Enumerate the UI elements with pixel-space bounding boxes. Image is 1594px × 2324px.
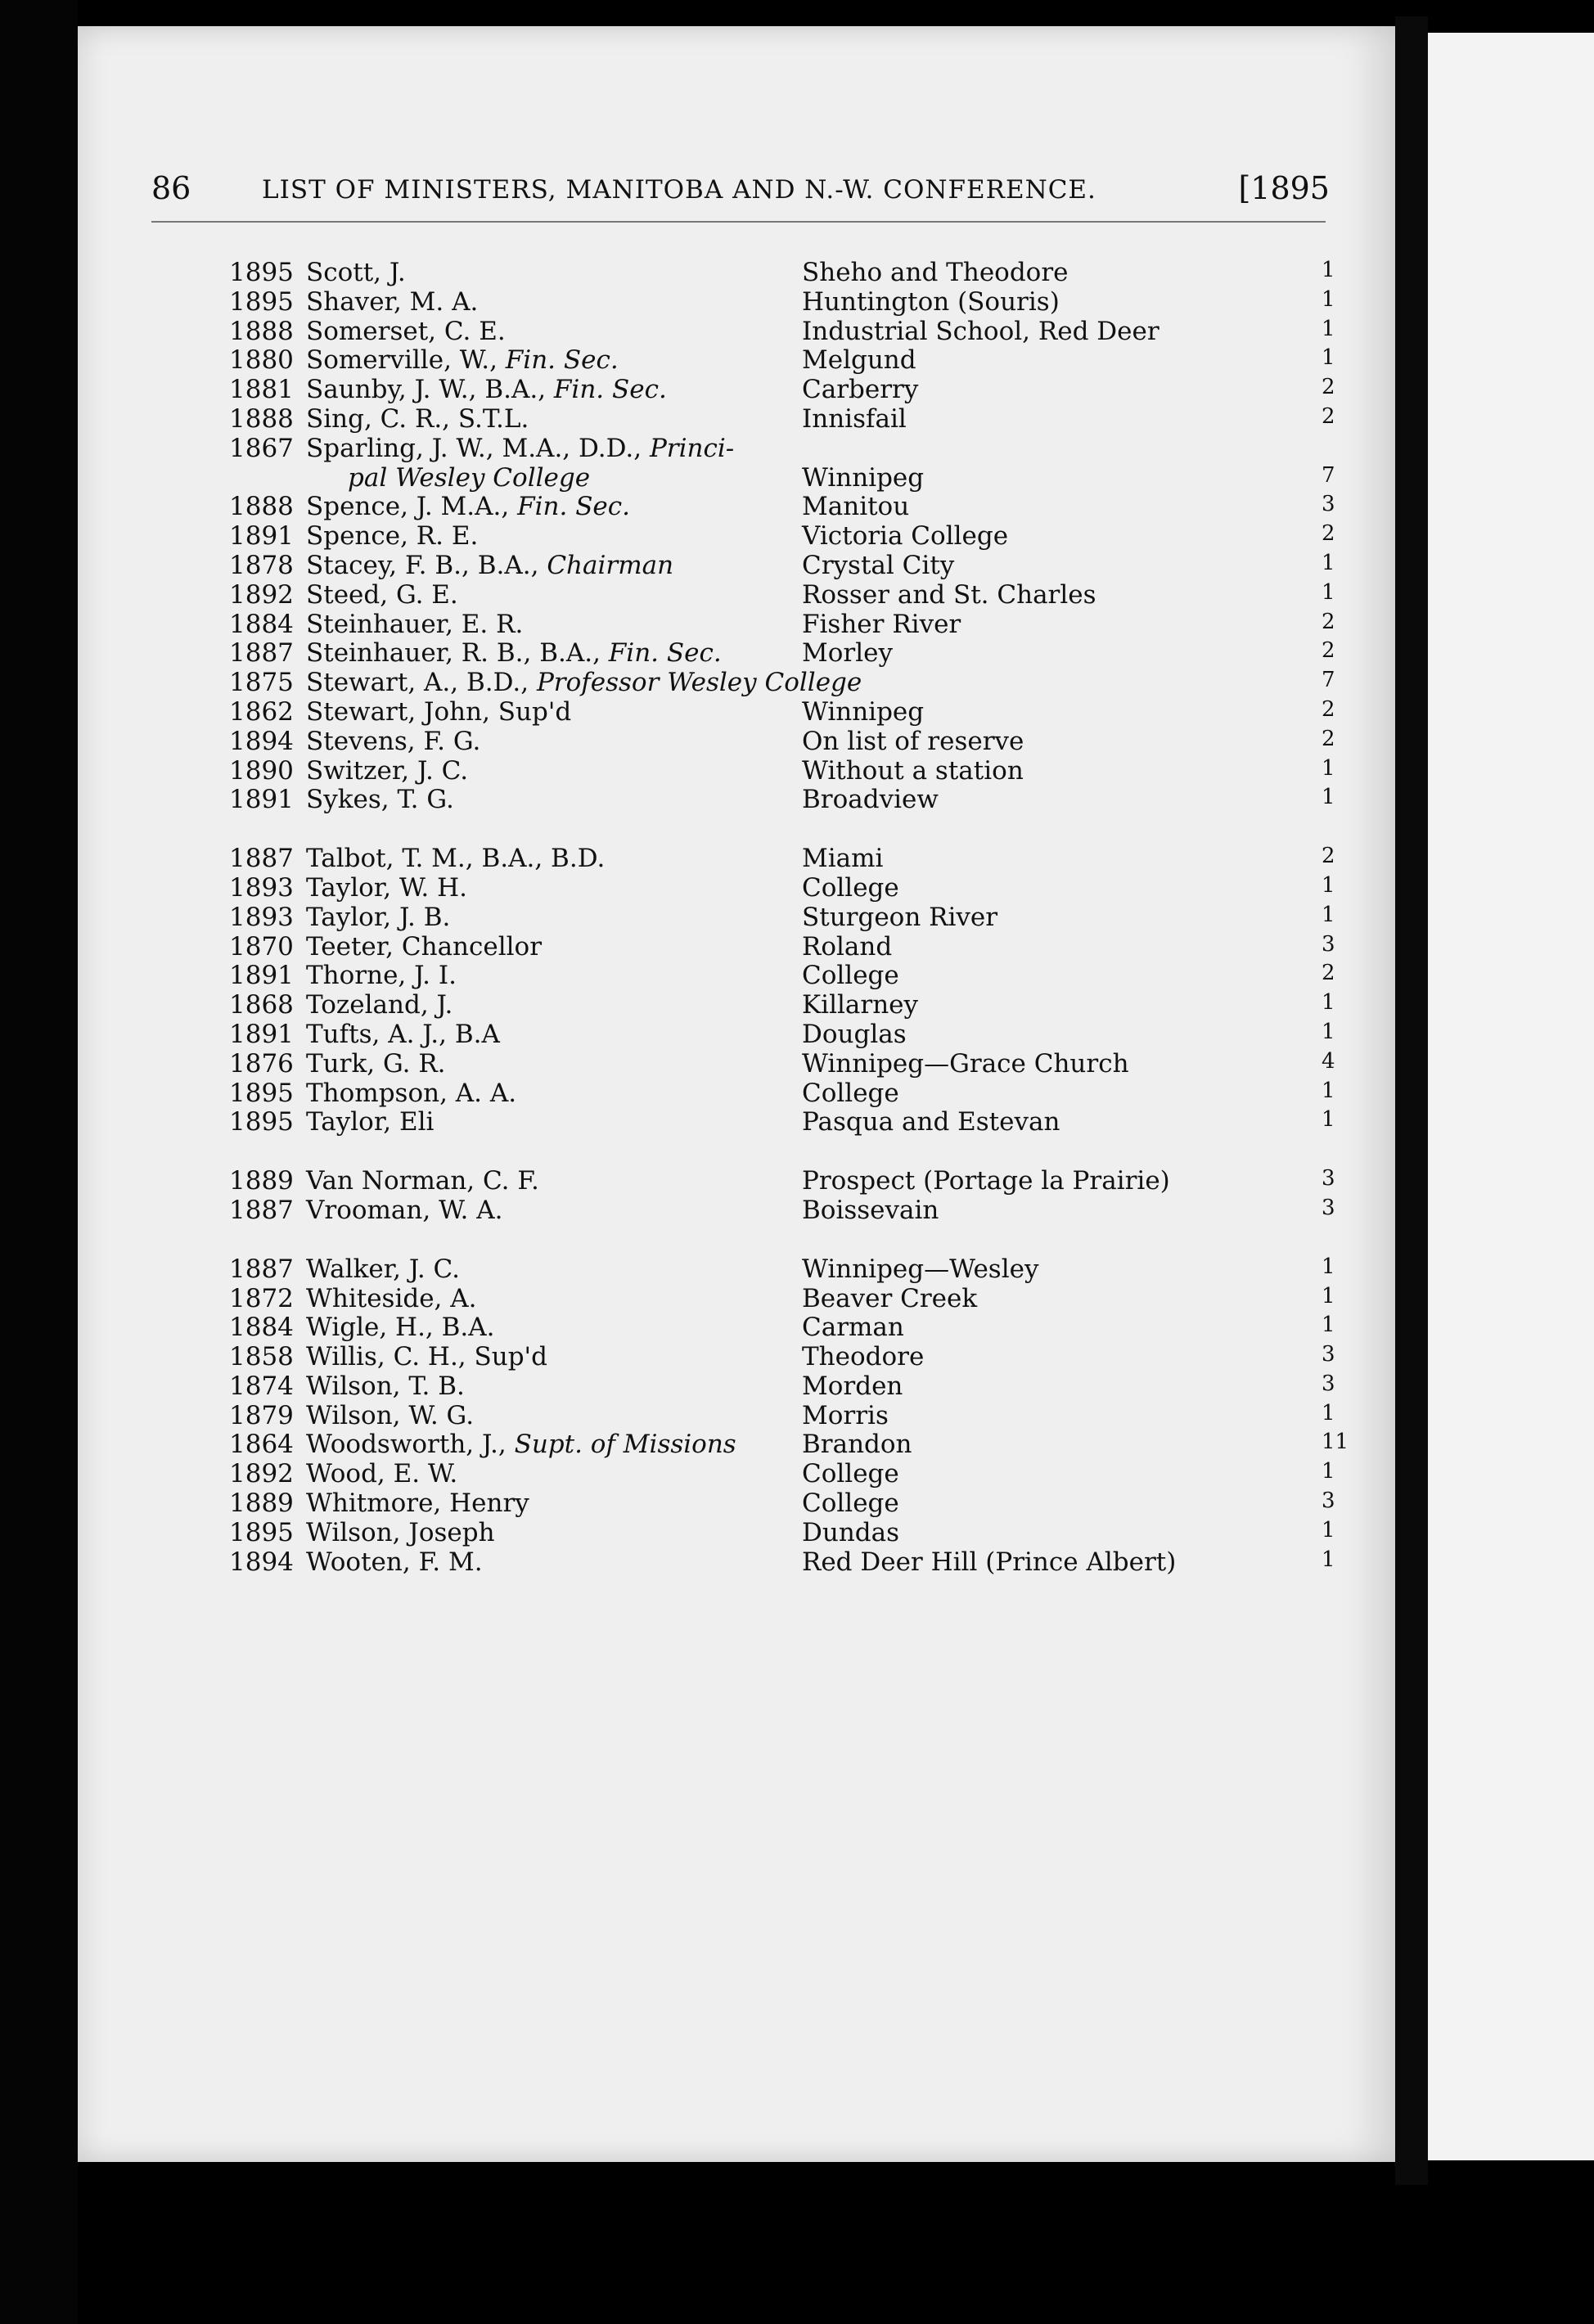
minister-name [306,1020,500,1049]
minister-name [306,1049,446,1079]
years-count: 2 [1322,726,1335,751]
minister-name [306,521,478,551]
name-text: Taylor, W. H. [306,872,468,903]
name-text: Stevens, F. G. [306,726,481,756]
station-name: Winnipeg [802,696,925,727]
minister-name [306,580,458,610]
minister-row [229,1196,1334,1225]
header-year: [1895 [1238,170,1330,206]
years-count: 1 [1322,872,1335,898]
years-count: 1 [1322,755,1335,781]
name-text: Somerville, W., [306,345,498,376]
minister-row [229,727,1334,756]
minister-name [306,844,605,873]
years-count: 11 [1322,1430,1349,1455]
years-count: 1 [1322,1107,1335,1133]
station-name: Melgund [802,345,916,376]
minister-row [229,1166,1334,1196]
minister-row [229,1313,1334,1342]
entry-year: 1891 [229,521,294,552]
minister-note: Supt. of Missions [514,1430,736,1460]
entry-year: 1872 [229,1283,294,1313]
station-name: Fisher River [802,609,961,639]
minister-name [306,1166,539,1196]
years-count: 3 [1322,1489,1335,1514]
minister-name [306,668,862,697]
entry-year: 1895 [229,1078,294,1108]
years-count: 1 [1322,579,1335,605]
group-spacer [229,1137,1334,1166]
station-name: Rosser and St. Charles [802,579,1096,610]
minister-list [229,258,1349,1577]
header-rule [151,221,1326,223]
entry-year: 1887 [229,1195,294,1225]
minister-row [229,434,1334,463]
years-count: 1 [1322,1078,1335,1103]
entry-year: 1888 [229,316,294,346]
station-name: Killarney [802,990,919,1020]
station-name: Boissevain [802,1195,939,1225]
years-count: 2 [1322,961,1335,986]
years-count: 3 [1322,1371,1335,1396]
minister-row [229,580,1334,610]
name-text: Turk, G. R. [306,1048,446,1079]
minister-row [229,668,1334,697]
years-count: 1 [1322,1400,1335,1425]
station-name: Carberry [802,375,919,405]
minister-name [306,697,571,727]
minister-row [229,1401,1334,1430]
minister-name [306,1254,460,1284]
station-name: Victoria College [802,521,1009,552]
minister-row [229,551,1334,580]
years-count: 4 [1322,1048,1335,1074]
entry-year: 1874 [229,1371,294,1401]
facing-page-edge [1428,33,1594,2160]
years-count: 3 [1322,1195,1335,1220]
station-name: Innisfail [802,403,907,434]
minister-row [229,785,1334,814]
minister-name [306,1107,434,1137]
entry-year: 1858 [229,1342,294,1372]
minister-row [229,521,1334,551]
years-count: 1 [1322,1019,1335,1044]
minister-name [306,727,480,756]
station-name: Miami [802,844,884,874]
minister-name [306,1430,736,1459]
entry-year: 1894 [229,726,294,756]
station-name: Huntington (Souris) [802,286,1060,317]
entry-year: 1893 [229,872,294,903]
minister-row [229,844,1334,873]
station-name: Crystal City [802,550,955,580]
name-text: Thompson, A. A. [306,1078,517,1108]
entry-year: 1892 [229,1459,294,1489]
years-count: 1 [1322,1283,1335,1308]
minister-row [229,345,1334,375]
page-header [151,170,1338,219]
station-name: Theodore [802,1342,925,1372]
minister-note: Fin. Sec. [517,492,630,522]
station-name: Winnipeg [802,462,925,493]
minister-name [306,1547,483,1577]
minister-name [306,1284,477,1313]
years-count: 1 [1322,316,1335,341]
name-text: Spence, J. M.A., [306,492,510,522]
book-gutter [1395,16,1428,2185]
station-name: Winnipeg—Wesley [802,1254,1039,1284]
minister-name [306,551,673,580]
minister-row [229,903,1334,932]
years-count: 2 [1322,844,1335,869]
minister-row [229,638,1334,668]
minister-name [306,961,457,990]
name-text: Sparling, J. W., M.A., D.D., [306,433,642,463]
minister-name [306,1489,529,1518]
name-text: Wilson, W. G. [306,1400,475,1430]
station-name: Winnipeg—Grace Church [802,1048,1129,1079]
minister-row [229,990,1334,1020]
years-count: 1 [1322,990,1335,1016]
station-name: Morden [802,1371,903,1401]
minister-name [306,610,523,639]
entry-year: 1891 [229,1019,294,1049]
name-text: Stewart, John, Sup'd [306,696,572,727]
minister-row [229,1371,1334,1401]
minister-row [229,375,1334,404]
years-count: 3 [1322,1342,1335,1367]
scan-left-border [0,0,78,2324]
station-name: College [802,1459,899,1489]
name-text: Walker, J. C. [306,1254,461,1284]
minister-name [306,258,406,287]
name-text: Woodsworth, J., [306,1430,507,1460]
name-text: Wood, E. W. [306,1459,458,1489]
station-name: Prospect (Portage la Prairie) [802,1166,1170,1196]
entry-year: 1895 [229,258,294,287]
minister-name [306,932,542,962]
name-text: Sykes, T. G. [306,785,454,815]
minister-note: pal Wesley College [348,462,591,493]
station-name: Sturgeon River [802,902,998,932]
minister-row [229,1547,1334,1577]
minister-name [306,375,667,404]
years-count: 1 [1322,550,1335,575]
entry-year: 1887 [229,638,294,669]
entry-year: 1879 [229,1400,294,1430]
name-text: Taylor, Eli [306,1107,435,1137]
entry-year: 1891 [229,961,294,991]
name-text: Steed, G. E. [306,579,458,610]
minister-row [229,1020,1334,1049]
minister-name [306,492,630,521]
years-count: 3 [1322,492,1335,517]
minister-row [229,1459,1334,1489]
name-text: Steinhauer, E. R. [306,609,524,639]
page-number: 86 [151,170,191,206]
minister-row [229,492,1334,521]
years-count: 2 [1322,375,1335,400]
name-text: Van Norman, C. F. [306,1166,539,1196]
minister-row [229,463,1334,493]
minister-name [306,990,453,1020]
name-text: Scott, J. [306,258,406,287]
minister-row [229,404,1334,434]
entry-year: 1888 [229,492,294,522]
years-count: 1 [1322,345,1335,371]
entry-year: 1876 [229,1048,294,1079]
station-name: College [802,872,899,903]
minister-row [229,932,1334,962]
name-text: Sing, C. R., S.T.L. [306,403,529,434]
minister-name [306,434,734,463]
minister-row [229,873,1334,903]
minister-name [306,1079,516,1108]
station-name: Pasqua and Estevan [802,1107,1060,1137]
entry-year: 1892 [229,579,294,610]
entry-year: 1888 [229,403,294,434]
years-count: 7 [1322,668,1335,693]
minister-row [229,287,1334,317]
name-text: Willis, C. H., Sup'd [306,1342,547,1372]
years-count: 1 [1322,258,1335,282]
name-text: Talbot, T. M., B.A., B.D. [306,844,606,874]
entry-year: 1887 [229,844,294,874]
entry-year: 1895 [229,1107,294,1137]
station-name: Beaver Creek [802,1283,978,1313]
minister-row [229,610,1334,639]
name-text: Tufts, A. J., B.A [306,1019,500,1049]
minister-name [306,1518,495,1547]
minister-note: Fin. Sec. [608,638,722,669]
name-text: Wigle, H., B.A. [306,1313,495,1343]
entry-year: 1880 [229,345,294,376]
station-name: Roland [802,931,893,962]
years-count: 1 [1322,1459,1335,1484]
name-text: Stacey, F. B., B.A., [306,550,539,580]
minister-row [229,1107,1334,1137]
entry-year: 1893 [229,902,294,932]
years-count: 1 [1322,1547,1335,1572]
station-name: Industrial School, Red Deer [802,316,1159,346]
entry-year: 1862 [229,696,294,727]
name-text: Spence, R. E. [306,521,479,552]
minister-name [306,345,619,375]
station-name: Morley [802,638,893,669]
name-text: Saunby, J. W., B.A., [306,375,547,405]
station-name: Broadview [802,785,939,815]
entry-year: 1894 [229,1547,294,1577]
name-text: Somerset, C. E. [306,316,506,346]
name-text: Whiteside, A. [306,1283,477,1313]
minister-name [306,756,468,786]
minister-note: Fin. Sec. [553,375,667,405]
minister-name [306,1371,465,1401]
years-count: 3 [1322,931,1335,957]
minister-note: Chairman [547,550,674,580]
station-name: On list of reserve [802,726,1024,756]
entry-year: 1875 [229,668,294,698]
entry-year: 1884 [229,609,294,639]
name-text: Stewart, A., B.D., [306,668,529,698]
entry-year: 1889 [229,1489,294,1519]
name-text: Whitmore, Henry [306,1489,529,1519]
station-name: Red Deer Hill (Prince Albert) [802,1547,1177,1577]
years-count: 2 [1322,638,1335,664]
entry-year: 1891 [229,785,294,815]
minister-name [348,463,590,493]
station-name: Carman [802,1313,904,1343]
name-text: Vrooman, W. A. [306,1195,503,1225]
entry-year: 1890 [229,755,294,786]
minister-row [229,756,1334,786]
minister-name [306,317,506,346]
minister-name [306,287,478,317]
running-head: LIST OF MINISTERS, MANITOBA AND N.-W. CONFERENCE. [262,175,1096,205]
minister-name [306,903,450,932]
group-spacer [229,814,1334,844]
station-name: Without a station [802,755,1024,786]
years-count: 3 [1322,1166,1335,1191]
station-name: Manitou [802,492,910,522]
years-count: 1 [1322,1254,1335,1279]
minister-row [229,1049,1334,1079]
entry-year: 1881 [229,375,294,405]
minister-row [229,697,1334,727]
years-count: 2 [1322,696,1335,722]
minister-note: Fin. Sec. [505,345,619,376]
years-count: 2 [1322,403,1335,429]
entry-year: 1884 [229,1313,294,1343]
entry-year: 1887 [229,1254,294,1284]
name-text: Steinhauer, R. B., B.A., [306,638,601,669]
minister-note: Professor Wesley College [536,668,862,698]
minister-name [306,1459,457,1489]
minister-row [229,1430,1349,1460]
entry-year: 1878 [229,550,294,580]
station-name: Douglas [802,1019,907,1049]
name-text: Wilson, Joseph [306,1517,495,1547]
years-count: 1 [1322,1313,1335,1338]
name-text: Wooten, F. M. [306,1547,483,1577]
minister-name [306,785,454,814]
station-name: Brandon [802,1430,912,1460]
minister-row [229,258,1334,287]
minister-row [229,1489,1334,1518]
minister-row [229,1254,1334,1284]
name-text: Teeter, Chancellor [306,931,543,962]
minister-name [306,873,467,903]
station-name: Morris [802,1400,889,1430]
entry-year: 1864 [229,1430,294,1460]
name-text: Tozeland, J. [306,990,453,1020]
name-text: Thorne, J. I. [306,961,457,991]
years-count: 1 [1322,902,1335,927]
minister-name [306,1196,502,1225]
years-count: 1 [1322,1517,1335,1543]
minister-note: Princi- [649,433,735,463]
minister-row [229,317,1334,346]
entry-year: 1868 [229,990,294,1020]
minister-row [229,1518,1334,1547]
years-count: 2 [1322,521,1335,547]
years-count: 7 [1322,462,1335,488]
station-name: College [802,1078,899,1108]
minister-row [229,1079,1334,1108]
station-name: College [802,1489,899,1519]
years-count: 1 [1322,286,1335,312]
minister-name [306,1401,474,1430]
station-name: Sheho and Theodore [802,258,1069,287]
minister-row [229,961,1334,990]
entry-year: 1895 [229,286,294,317]
minister-name [306,1313,495,1342]
name-text: Switzer, J. C. [306,755,469,786]
years-count: 1 [1322,785,1335,810]
group-spacer [229,1225,1334,1254]
station-name: Dundas [802,1517,900,1547]
entry-year: 1867 [229,433,294,463]
minister-row [229,1284,1334,1313]
name-text: Taylor, J. B. [306,902,451,932]
minister-name [306,1342,547,1371]
entry-year: 1889 [229,1166,294,1196]
entry-year: 1870 [229,931,294,962]
name-text: Shaver, M. A. [306,286,479,317]
station-name: College [802,961,899,991]
name-text: Wilson, T. B. [306,1371,465,1401]
years-count: 2 [1322,609,1335,634]
minister-name [306,404,529,434]
entry-year: 1895 [229,1517,294,1547]
minister-name [306,638,722,668]
minister-row [229,1342,1334,1371]
